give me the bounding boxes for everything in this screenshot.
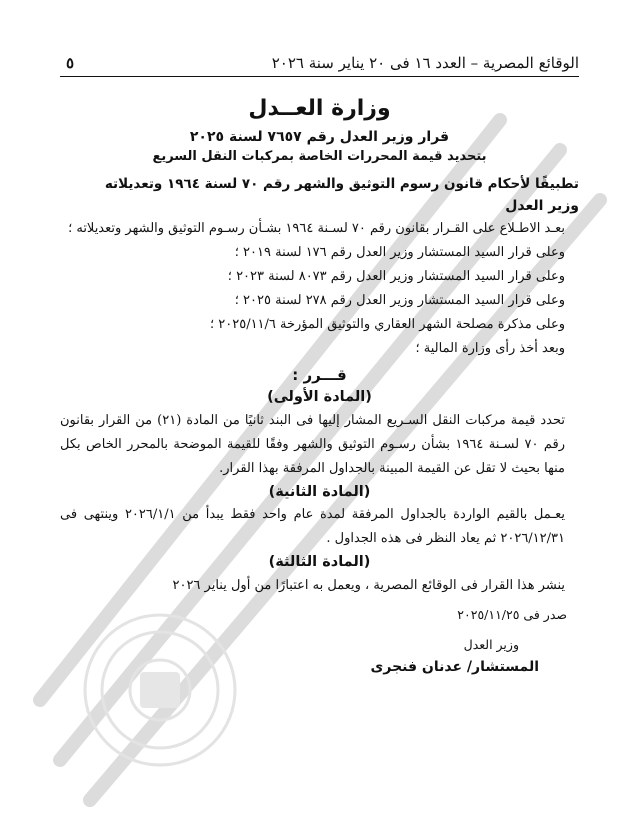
recital-item: وبعد أخذ رأى وزارة المالية ؛: [415, 341, 565, 357]
minister-heading: وزير العدل: [505, 198, 579, 215]
decided-heading: قـــرر :: [292, 366, 347, 385]
recital-item: وعلى قرار السيد المستشار وزير العدل رقم ٢٧٨ لسنة ٢٠٢٥ ؛: [234, 293, 565, 309]
page-number: ٥: [66, 54, 75, 72]
recital-item: وعلى مذكرة مصلحة الشهر العقاري والتوثيق المؤرخة ٢٠٢٥/١١/٦ ؛: [210, 317, 565, 333]
recital-item: بعـد الاطـلاع على القـرار بقانون رقم ٧٠ لسـنة ١٩٦٤ بشـأن رسـوم التوثيق والشهر وتعديلاته ؛: [68, 221, 565, 237]
article-heading: (المادة الثانية): [268, 483, 371, 500]
article-heading: (المادة الأولى): [267, 389, 372, 406]
decree-title: قرار وزير العدل رقم ٧٦٥٧ لسنة ٢٠٢٥: [189, 128, 450, 145]
article-body: [60, 574, 579, 598]
article-text: ينشر هذا القرار فى الوقائع المصرية ، ويعمل به اعتبارًا من أول يناير ٢٠٢٦: [172, 577, 565, 593]
recitals: [60, 217, 579, 361]
recital-item: وعلى قرار السيد المستشار وزير العدل رقم ٨٠٧٣ لسنة ٢٠٢٣ ؛: [227, 269, 565, 285]
article-body: [60, 409, 579, 481]
gazette-issue-title: الوقائع المصرية – العدد ١٦ فى ٢٠ يناير سنة ٢٠٢٦: [271, 54, 579, 72]
article-text: تحدد قيمة مركبات النقل السـريع المشار إليها فى البند ثانيًا من المادة (٢١) من القرار بقانون رقم ٧٠ لسـنة ١٩٦٤ بشأن رسـوم التوثيق والشهر وفقًا للقيمة الموضحة بالمحرر الخاص بكل منها بحيث لا تقل عن القيمة المبينة بالجداول المرفقة بهذا القرار.: [60, 412, 566, 476]
article-body: [60, 503, 579, 551]
signatory-name: المستشار/ عدنان فنجرى: [370, 658, 539, 675]
article-text: يعـمل بالقيم الواردة بالجداول المرفقة لمدة عام واحد فقط يبدأ من ٢٠٢٦/١/١ وينتهى فى ٢٠٢٦/١٢/٣١ ثم يعاد النظر فى هذه الجداول .: [60, 507, 565, 547]
recital-item: وعلى قرار السيد المستشار وزير العدل رقم ١٧٦ لسنة ٢٠١٩ ؛: [234, 245, 565, 261]
preamble: تطبيقًا لأحكام قانون رسوم التوثيق والشهر رقم ٧٠ لسنة ١٩٦٤ وتعديلاته: [104, 176, 579, 193]
ministry-title: وزارة العــدل: [248, 96, 391, 121]
page-header: [60, 0, 579, 77]
decree-subject: بتحديد قيمة المحررات الخاصة بمركبات النقل السريع: [152, 149, 487, 165]
issue-date: صدر فى ٢٠٢٥/١١/٢٥: [457, 606, 567, 622]
article-heading: (المادة الثالثة): [268, 554, 371, 571]
signatory-role: وزير العدل: [463, 636, 519, 652]
